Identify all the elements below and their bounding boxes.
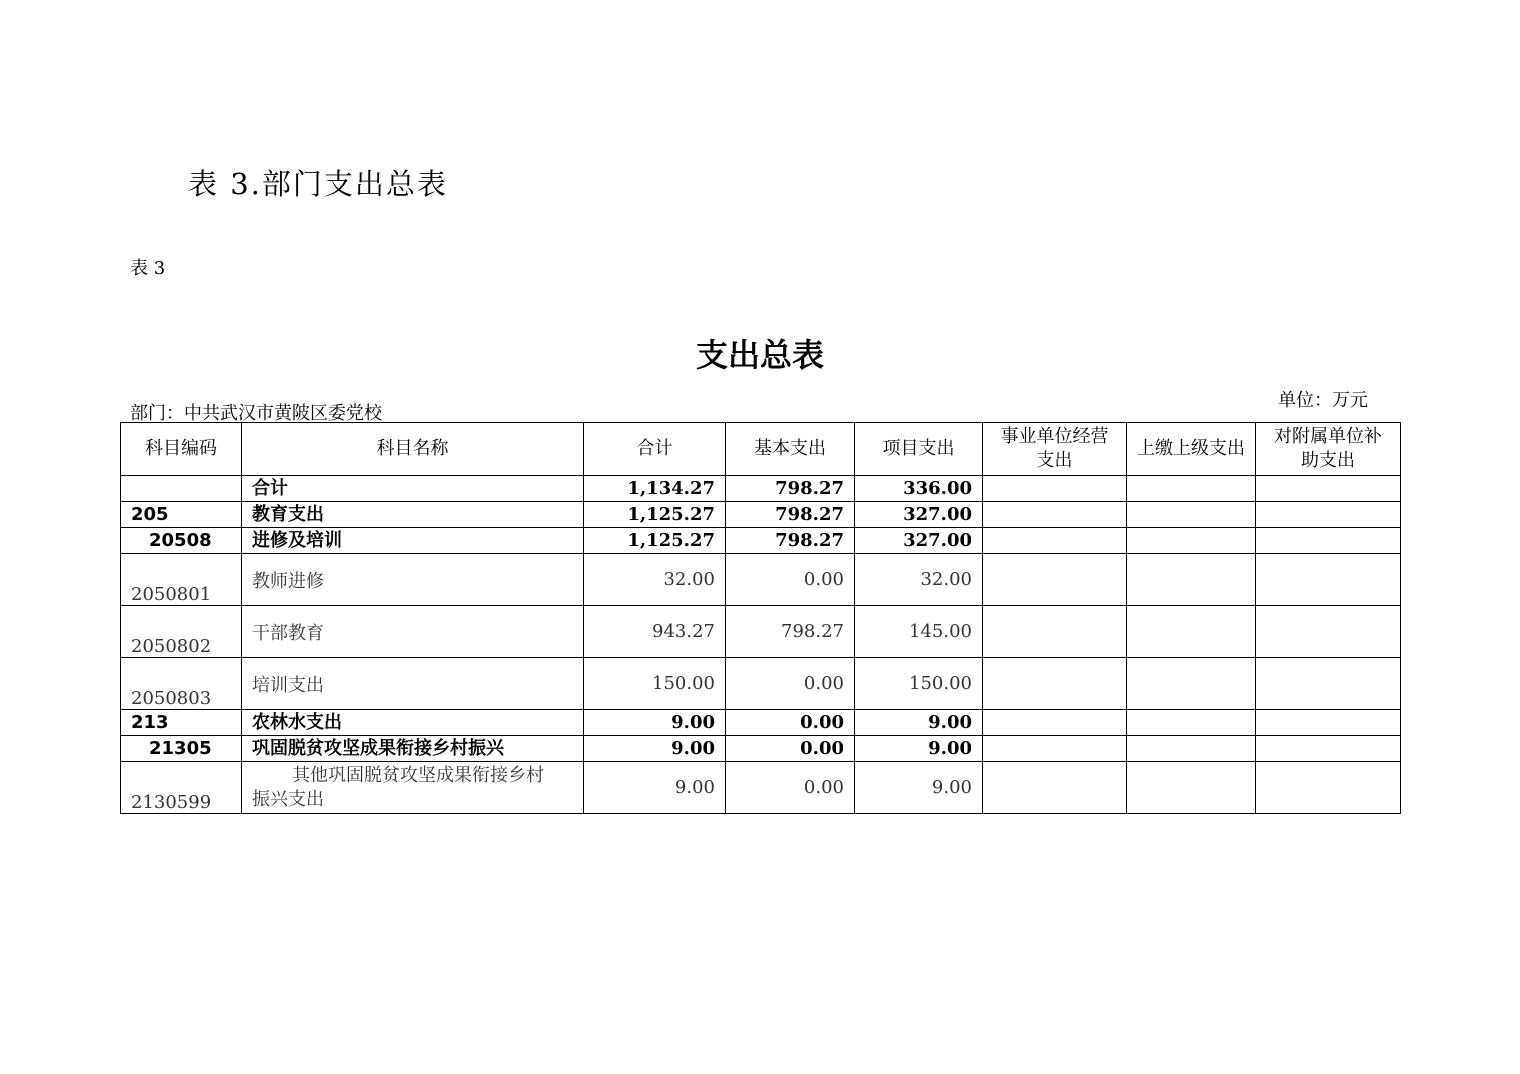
- cell-name: 培训支出: [242, 658, 584, 710]
- cell-basic: 0.00: [726, 762, 855, 814]
- department-label: 部门：中共武汉市黄陂区委党校: [130, 403, 382, 424]
- cell-subsidy: [1256, 710, 1401, 736]
- table-row: [121, 658, 1401, 710]
- cell-business: [983, 762, 1127, 814]
- col-header-basic: 基本支出: [726, 423, 855, 476]
- cell-project: 327.00: [855, 502, 983, 528]
- cell-name: 巩固脱贫攻坚成果衔接乡村振兴: [242, 736, 584, 762]
- cell-subsidy: [1256, 658, 1401, 710]
- table-row: [121, 502, 1401, 528]
- cell-upper: [1127, 528, 1256, 554]
- cell-subsidy: [1256, 554, 1401, 606]
- cell-name: 教师进修: [242, 554, 584, 606]
- table-row: [121, 710, 1401, 736]
- cell-code: 2130599: [121, 762, 242, 814]
- cell-project: 150.00: [855, 658, 983, 710]
- cell-basic: 0.00: [726, 658, 855, 710]
- cell-code: 213: [121, 710, 242, 736]
- cell-total: 150.00: [584, 658, 726, 710]
- cell-code: 2050801: [121, 554, 242, 606]
- col-header-project: 项目支出: [855, 423, 983, 476]
- cell-business: [983, 710, 1127, 736]
- cell-basic: 0.00: [726, 736, 855, 762]
- cell-business: [983, 476, 1127, 502]
- cell-business: [983, 606, 1127, 658]
- cell-subsidy: [1256, 502, 1401, 528]
- cell-upper: [1127, 476, 1256, 502]
- cell-business: [983, 554, 1127, 606]
- cell-project: 145.00: [855, 606, 983, 658]
- cell-subsidy: [1256, 476, 1401, 502]
- cell-name-line2: 振兴支出: [252, 788, 324, 810]
- cell-upper: [1127, 502, 1256, 528]
- cell-code: 20508: [121, 528, 242, 554]
- cell-name: 农林水支出: [242, 710, 584, 736]
- cell-total: 9.00: [584, 710, 726, 736]
- cell-project: 9.00: [855, 736, 983, 762]
- cell-upper: [1127, 658, 1256, 710]
- cell-total: 9.00: [584, 736, 726, 762]
- cell-business: [983, 736, 1127, 762]
- cell-name: 合计: [242, 476, 584, 502]
- cell-upper: [1127, 762, 1256, 814]
- cell-name: [242, 762, 584, 814]
- cell-project: 9.00: [855, 710, 983, 736]
- cell-total: 32.00: [584, 554, 726, 606]
- table-title: 支出总表: [695, 336, 824, 374]
- cell-basic: 0.00: [726, 710, 855, 736]
- cell-name: 教育支出: [242, 502, 584, 528]
- cell-code: 21305: [121, 736, 242, 762]
- cell-total: 1,134.27: [584, 476, 726, 502]
- cell-subsidy: [1256, 736, 1401, 762]
- cell-code: 2050802: [121, 606, 242, 658]
- table-number: 表 3: [130, 258, 166, 279]
- cell-project: 9.00: [855, 762, 983, 814]
- cell-subsidy: [1256, 528, 1401, 554]
- cell-upper: [1127, 710, 1256, 736]
- cell-name: 进修及培训: [242, 528, 584, 554]
- table-row: [121, 528, 1401, 554]
- table-header-row: [121, 423, 1401, 476]
- cell-code: 2050803: [121, 658, 242, 710]
- cell-subsidy: [1256, 606, 1401, 658]
- cell-upper: [1127, 554, 1256, 606]
- cell-upper: [1127, 736, 1256, 762]
- cell-basic: 798.27: [726, 476, 855, 502]
- cell-name: 干部教育: [242, 606, 584, 658]
- col-header-code: 科目编码: [121, 423, 242, 476]
- table-row: [121, 762, 1401, 814]
- cell-project: 336.00: [855, 476, 983, 502]
- cell-project: 327.00: [855, 528, 983, 554]
- cell-business: [983, 528, 1127, 554]
- col-header-name: 科目名称: [242, 423, 584, 476]
- table-row: [121, 736, 1401, 762]
- col-header-upper: 上缴上级支出: [1127, 423, 1256, 476]
- cell-basic: 0.00: [726, 554, 855, 606]
- cell-code: [121, 476, 242, 502]
- cell-business: [983, 502, 1127, 528]
- cell-total: 1,125.27: [584, 528, 726, 554]
- cell-name-line1: 其他巩固脱贫攻坚成果衔接乡村: [292, 764, 544, 786]
- expense-table: [120, 422, 1401, 814]
- cell-basic: 798.27: [726, 528, 855, 554]
- cell-project: 32.00: [855, 554, 983, 606]
- cell-basic: 798.27: [726, 502, 855, 528]
- col-header-total: 合计: [584, 423, 726, 476]
- page-heading: 表 3.部门支出总表: [188, 167, 448, 201]
- cell-total: 9.00: [584, 762, 726, 814]
- col-header-business: 事业单位经营支出: [983, 423, 1127, 476]
- col-header-subsidy: 对附属单位补助支出: [1256, 423, 1401, 476]
- table-row: [121, 554, 1401, 606]
- table-row: [121, 606, 1401, 658]
- cell-code: 205: [121, 502, 242, 528]
- unit-label: 单位：万元: [1278, 390, 1368, 411]
- cell-basic: 798.27: [726, 606, 855, 658]
- cell-total: 1,125.27: [584, 502, 726, 528]
- cell-business: [983, 658, 1127, 710]
- table-row: [121, 476, 1401, 502]
- cell-upper: [1127, 606, 1256, 658]
- cell-total: 943.27: [584, 606, 726, 658]
- cell-subsidy: [1256, 762, 1401, 814]
